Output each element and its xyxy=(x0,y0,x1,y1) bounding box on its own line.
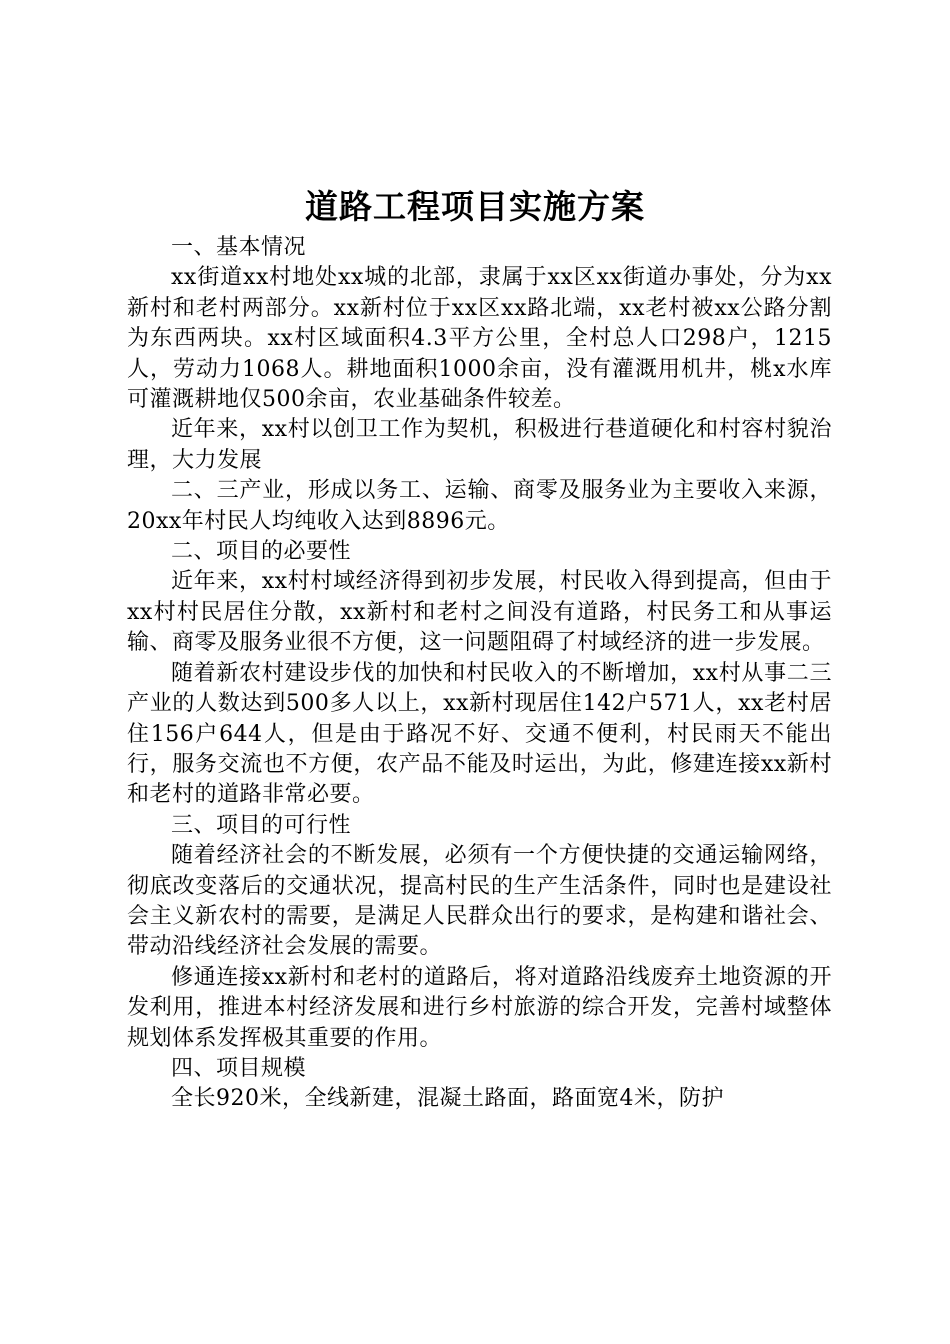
section-heading-feasibility: 三、项目的可行性 xyxy=(171,812,352,838)
paragraph: 二、三产业，形成以务工、运输、商零及服务业为主要收入来源，20xx年村民人均纯收入达到8896元。 xyxy=(127,478,832,534)
paragraph: 近年来，xx村以创卫工作为契机，积极进行巷道硬化和村容村貌治理，大力发展 xyxy=(127,417,832,473)
section-heading-basic-info: 一、基本情况 xyxy=(171,235,307,260)
paragraph: xx街道xx村地处xx城的北部，隶属于xx区xx街道办事处，分为xx新村和老村两部分。xx新村位于xx区xx路北端，xx老村被xx公路分割为东西两块。xx村区域面积4.3平方公里，全村总人口298户，1215人，劳动力1068人。耕地面积1000余亩，没有灌溉用机井，桃x水库可灌溉耕地仅500余亩，农业基础条件较差。 xyxy=(127,265,832,413)
paragraph: 随着经济社会的不断发展，必须有一个方便快捷的交通运输网络，彻底改变落后的交通状况，提高村民的生产生活条件，同时也是建设社会主义新农村的需要，是满足人民群众出行的要求，是构建和谐社会、带动沿线经济社会发展的需要。 xyxy=(127,843,832,960)
section-heading-scale: 四、项目规模 xyxy=(171,1055,307,1081)
paragraph: 修通连接xx新村和老村的道路后，将对道路沿线废弃土地资源的开发利用，推进本村经济发展和进行乡村旅游的综合开发，完善村域整体规划体系发挥极其重要的作用。 xyxy=(127,964,832,1051)
document-title: 道路工程项目实施方案 xyxy=(305,187,645,226)
document-body xyxy=(127,233,832,1115)
paragraph: 全长920米，全线新建，混凝土路面，路面宽4米，防护 xyxy=(171,1086,724,1112)
paragraph: 随着新农村建设步伐的加快和村民收入的不断增加，xx村从事二三产业的人数达到500多人以上，xx新村现居住142户571人，xx老村居住156户644人，但是由于路况不好、交通不便利，村民雨天不能出行，服务交流也不方便，农产品不能及时运出，为此，修建连接xx新村和老村的道路非常必要。 xyxy=(127,660,832,808)
section-heading-necessity: 二、项目的必要性 xyxy=(171,539,352,565)
paragraph: 近年来，xx村村域经济得到初步发展，村民收入得到提高，但由于xx村村民居住分散，xx新村和老村之间没有道路，村民务工和从事运输、商零及服务业很不方便，这一问题阻碍了村域经济的进一步发展。 xyxy=(127,569,832,656)
